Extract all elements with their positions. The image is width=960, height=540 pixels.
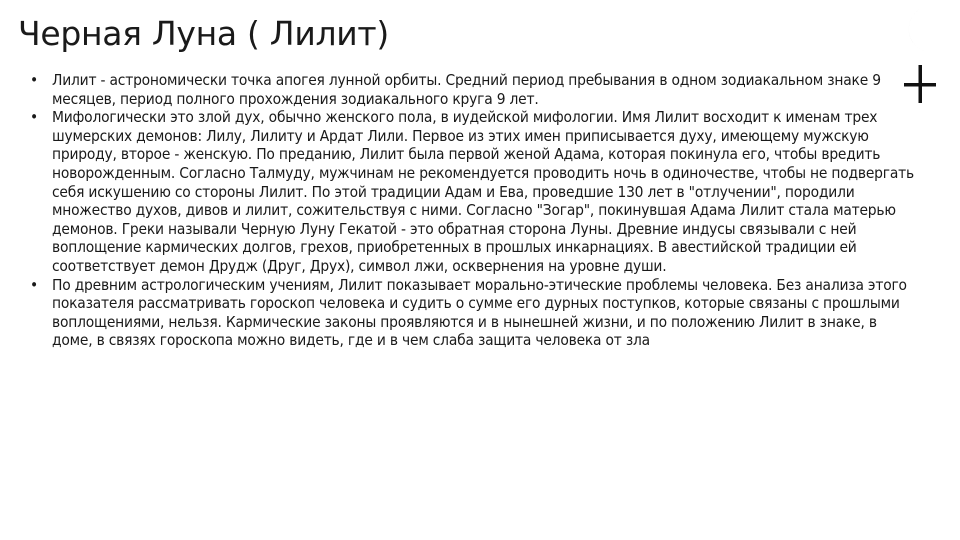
bullet-item-astronomy: • Лилит - астрономически точка апогея лунной орбиты. Средний период пребывания в одном зодиакальном знаке 9 месяцев, период полного прохождения зодиакального круга 9 лет. [30, 71, 920, 108]
slide-title: Черная Луна ( Лилит) [18, 14, 389, 53]
bullet-item-astrology: • По древним астрологическим учениям, Лилит показывает морально-этические проблемы человека. Без анализа этого показателя рассматривать гороскоп человека и судить о сумме его дурных поступков, которые связаны с прошлыми воплощениями, нельзя. Кармические законы проявляются и в нынешней жизни, и по положению Лилит в знаке, в доме, в связях гороскопа можно видеть, где и в чем слаба защита человека от зла [30, 276, 920, 350]
bullet-item-mythology: • Мифологически это злой дух, обычно женского пола, в иудейской мифологии. Имя Лилит восходит к именам трех шумерских демонов: Лилу, Лилиту и Ардат Лили. Первое из этих имен приписывается духу, имеющему мужскую природу, второе - женскую. По преданию, Лилит была первой женой Адама, которая покинула его, чтобы вредить новорожденным. Согласно Талмуду, мужчинам не рекомендуется проводить ночь в одиночестве, чтобы не подвергать себя искушению со стороны Лилит. По этой традиции Адам и Ева, проведшие 130 лет в "отлучении", породили множество духов, дивов и лилит, сожительствуя с ними. Согласно "Зогар", покинувшая Адама Лилит стала матерью демонов. Греки называли Черную Луну Гекатой - это обратная сторона Луны. Древние индусы связывали с ней воплощение кармических долгов, грехов, приобретенных в прошлых инкарнациях. В авестийской традиции ей соответствует демон Друдж (Друг, Друх), символ лжи, осквернения на уровне души. [30, 108, 920, 275]
bullet-list [30, 71, 920, 350]
